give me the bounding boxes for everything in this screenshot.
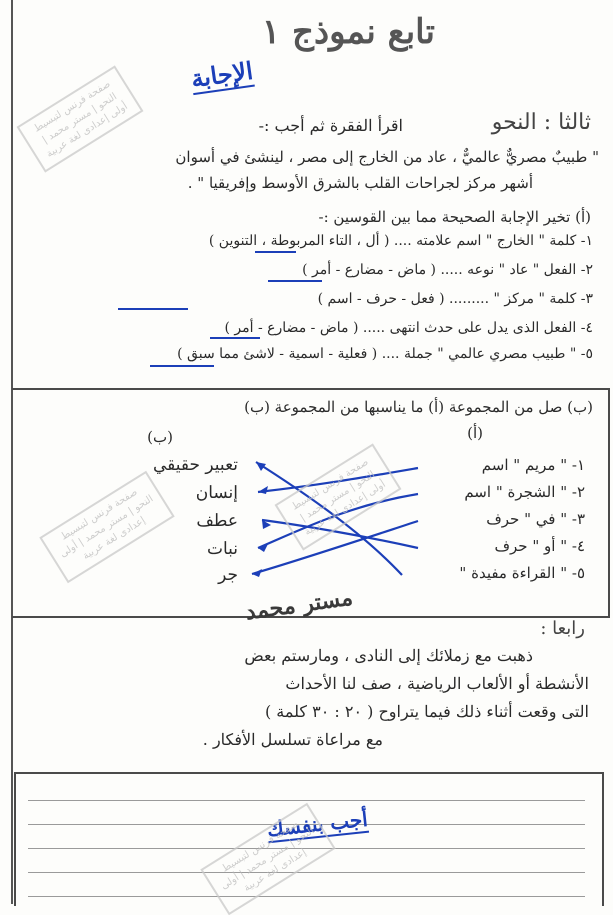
mcq-item-text: الفعل الذى يدل على حدث انتهى ..... ( ماض - مضارع - أمر ) xyxy=(224,320,577,336)
mcq-item-number: ٢- xyxy=(580,262,593,278)
answer-rule-1 xyxy=(28,800,585,801)
section4-line-2: الأنشطة أو الألعاب الرياضية ، صف لنا الأحداث xyxy=(285,674,589,693)
col-b-item-1: تعبير حقيقي xyxy=(153,455,238,475)
watermark-stamp-2: صفحة فرنس لتبسيط النحو | مستر محمد | أولى إعدادى لغة عربية xyxy=(39,471,174,584)
mcq-item-number: ٥- xyxy=(580,346,593,362)
answer-rule-4 xyxy=(28,872,585,873)
mcq-item-text: الفعل " عاد " نوعه ..... ( ماض - مضارع - أمر ) xyxy=(302,262,577,278)
col-a-item-4: ٤- " أو " حرف xyxy=(494,537,585,555)
col-b-item-2: إنسان xyxy=(195,483,238,503)
watermark-stamp-3: صفحة فرنس لتبسيط النحو | مستر محمد | أولى إعدادى لغة عربية xyxy=(275,443,402,550)
section4-line-1: ذهبت مع زملائك إلى النادى ، ومارستم بعض xyxy=(244,646,533,665)
teacher-signature: مستر محمد xyxy=(243,584,355,626)
answer-rule-5 xyxy=(28,896,585,897)
section4-heading: رابعا : xyxy=(540,618,585,639)
part-a-title: (أ) تخير الإجابة الصحيحة مما بين القوسين :- xyxy=(318,208,591,226)
mcq-item-number: ٤- xyxy=(580,320,593,336)
answer-box-label: أجب بنفسك xyxy=(265,806,369,842)
col-a-item-3: ٣- " في " حرف xyxy=(486,510,585,528)
section3-instruction: اقرأ الفقرة ثم أجب :- xyxy=(258,116,403,135)
mcq-item-number: ١- xyxy=(580,233,593,249)
section3-heading: ثالثا : النحو xyxy=(491,110,591,135)
watermark-stamp-4: صفحة فرنس لتبسيط النحو | مستر محمد | أولى إعدادى لغة عربية xyxy=(200,803,335,915)
col-b-item-5: جر xyxy=(218,565,238,585)
part-b-title: (ب) صل من المجموعة (أ) ما يناسبها من المجموعة (ب) xyxy=(244,398,593,416)
mcq-item-text: " طبيب مصري عالمي " جملة .... ( فعلية - اسمية - لاشئ مما سبق ) xyxy=(177,346,577,362)
col-a-item-5: ٥- " القراءة مفيدة " xyxy=(459,564,585,582)
paragraph-line-2: أشهر مركز لجراحات القلب بالشرق الأوسط وإفريقيا " . xyxy=(187,174,533,192)
col-b-label: (ب) xyxy=(147,428,173,446)
section4-line-3: التى وقعت أثناء ذلك فيما يتراوح ( ٢٠ : ٣٠ كلمة ) xyxy=(264,702,589,721)
col-a-label: (أ) xyxy=(467,424,483,442)
watermark-stamp: صفحة فرنس لتبسيط النحو | مستر محمد | أولى إعدادى لغة عربية xyxy=(17,65,144,172)
page-title: تابع نموذج ١ xyxy=(261,12,435,52)
paragraph-line-1: " طبيبٌ مصريٌّ عالميٌّ ، عاد من الخارج إلى مصر ، لينشئ في أسوان xyxy=(175,148,599,166)
mcq-item-number: ٣- xyxy=(580,291,593,307)
mcq-item-text: كلمة " مركز " ......... ( فعل - حرف - اسم ) xyxy=(317,291,577,307)
answer-label: الإجابة xyxy=(189,55,255,94)
col-a-item-2: ٢- " الشجرة " اسم xyxy=(464,483,585,501)
col-a-item-1: ١- " مريم " اسم xyxy=(481,456,585,474)
col-b-item-4: نبات xyxy=(206,539,238,559)
mcq-item-text: كلمة " الخارج " اسم علامته .... ( أل ، التاء المربوطة ، التنوين ) xyxy=(208,233,577,249)
col-b-item-3: عطف xyxy=(196,511,238,531)
section4-line-4: مع مراعاة تسلسل الأفكار . xyxy=(202,730,383,749)
